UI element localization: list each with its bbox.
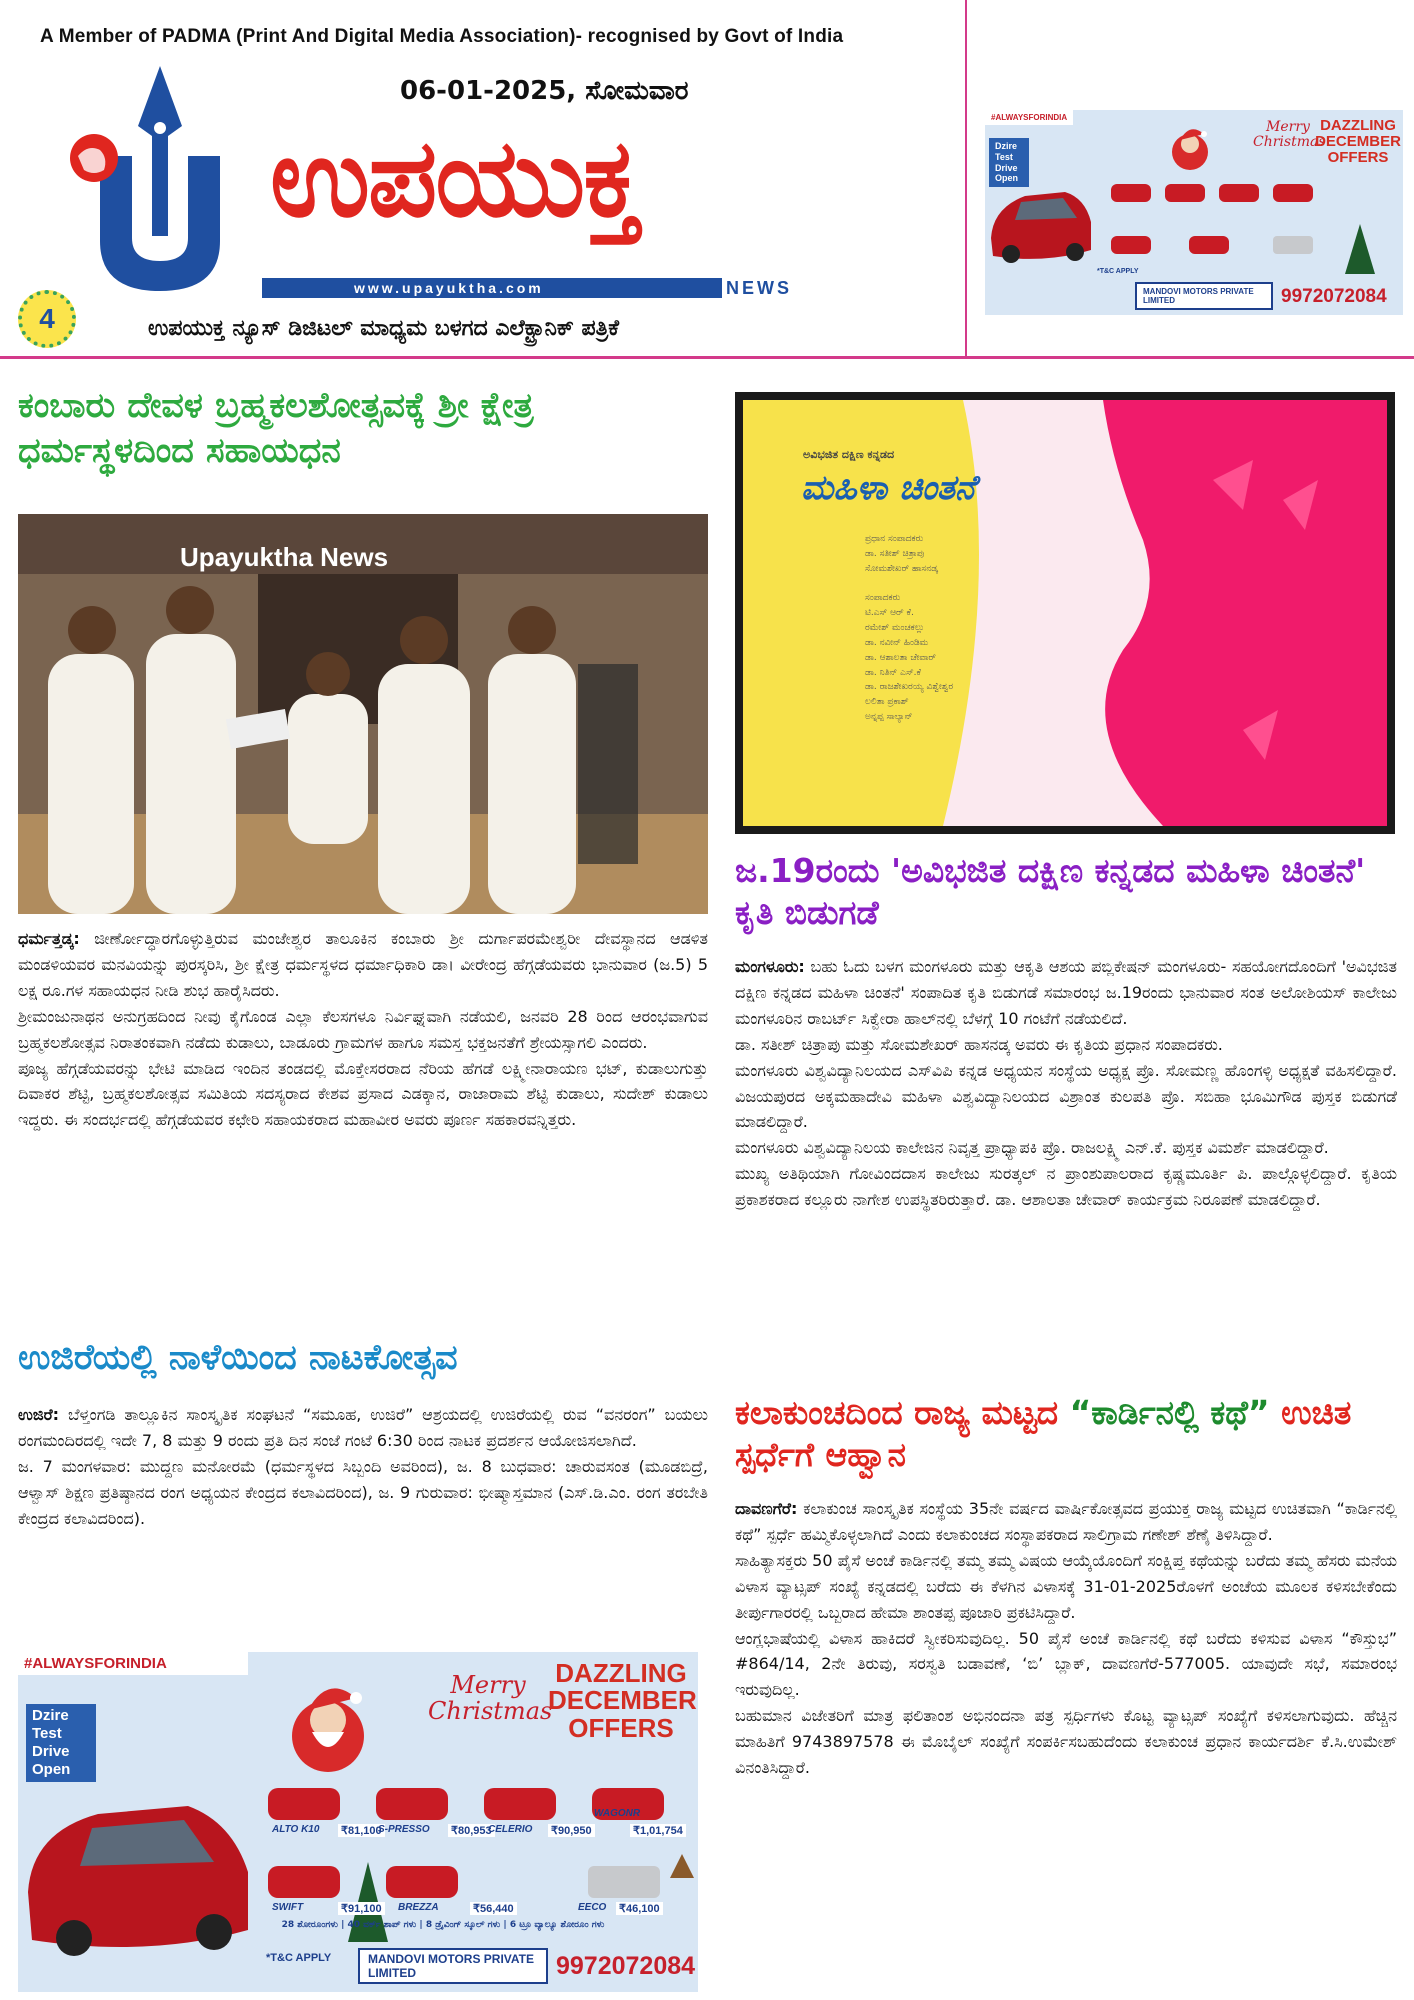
article1-dateline: ಧರ್ಮತ್ತಡ್ಕ: — [18, 929, 80, 948]
ad-model-spresso: S-PRESSO — [378, 1824, 430, 1835]
pen-nib-logo — [70, 66, 250, 296]
article2-body — [18, 1402, 708, 1532]
ad-model-eeco: EECO — [578, 1902, 607, 1913]
ad-offer-lines: 28 ಶೋರೂಂಗಳು | 40 ವರ್ಕ್ ಶಾಪ್ ಗಳು | 8 ಡ್ರೈವಿಂಗ್ ಸ್ಕೂಲ್ ಗಳು | 6 ಟ್ರೂ ವ್ಯಾಲ್ಯೂ ಶೋರೂಂ ಗಳು — [281, 1920, 605, 1930]
sedan-car-icon — [985, 168, 1095, 268]
mandovi-motors-ad-bottom[interactable] — [18, 1652, 698, 1992]
car-lineup-icon — [258, 1782, 698, 1942]
article1-photo — [18, 514, 708, 914]
sedan-car-icon — [18, 1762, 258, 1962]
book-title: ಮಹಿಳಾ ಚಿಂತನೆ — [801, 468, 976, 508]
article2-p1-text: ಬೆಳ್ತಂಗಡಿ ತಾಲ್ಲೂಕಿನ ಸಾಂಸ್ಕೃತಿಕ ಸಂಘಟನೆ “ಸಮೂಹ, ಉಜಿರೆ” ಆಶ್ರಯದಲ್ಲಿ ಉಜಿರೆಯಲ್ಲಿ ರುವ “ವನರಂಗ” ಬಯಲು ರಂಗಮಂದಿರದಲ್ಲಿ ಇದೇ 7, 8 ಮತ್ತು 9 ರಂದು ಪ್ರತಿ ದಿನ ಸಂಜೆ ಗಂಟೆ 6:30 ರಿಂದ ನಾಟಕ ಪ್ರದರ್ಶನ ಆಯೋಜಿಸಲಾಗಿದೆ. — [18, 1405, 708, 1450]
ad-price-alto: ₹81,100 — [338, 1824, 385, 1837]
ad-price-spresso: ₹80,953 — [448, 1824, 495, 1837]
article4-paragraph-3: ಆಂಗ್ಲಭಾಷೆಯಲ್ಲಿ ವಿಳಾಸ ಹಾಕಿದರೆ ಸ್ವೀಕರಿಸುವುದಿಲ್ಲ. 50 ಪೈಸೆ ಅಂಚೆ ಕಾರ್ಡಿನಲ್ಲಿ ಕಥೆ ಬರೆದು ಕಳಿಸುವ ವಿಳಾಸ “ಕೌಸ್ತುಭ” #864/14, 2ನೇ ತಿರುವು, ಸರಸ್ವತಿ ಬಡಾವಣೆ, ‘ಬಿ’ ಬ್ಲಾಕ್, ದಾವಣಗೆರೆ-577005. ಯಾವುದೇ ಸಭೆ, ಸಮಾರಂಭ ಇರುವುದಿಲ್ಲ. — [735, 1628, 1397, 1700]
article4-dateline: ದಾವಣಗೆರೆ: — [735, 1499, 798, 1518]
ad-price-swift: ₹91,100 — [338, 1902, 385, 1915]
article3-paragraph-1 — [735, 954, 1397, 1032]
ad-model-celerio: CELERIO — [488, 1824, 533, 1835]
ad-model-wagonr: WAGONR — [594, 1808, 641, 1819]
ad-tc: *T&C APPLY — [266, 1952, 332, 1964]
header-divider — [965, 0, 967, 358]
ad-dazzling-offers: DAZZLING DECEMBER OFFERS — [1315, 117, 1401, 166]
ad-dealer-name: MANDOVI MOTORS PRIVATE LIMITED — [1135, 282, 1273, 310]
page-number-badge — [18, 290, 76, 348]
article2-dateline: ಉಜಿರೆ: — [18, 1405, 60, 1424]
mandovi-motors-ad-top[interactable] — [985, 110, 1403, 315]
masthead-title: ಉಪಯುಕ್ತ — [270, 116, 640, 241]
article1-headline: ಕಂಬಾರು ದೇವಳ ಬ್ರಹ್ಮಕಲಶೋತ್ಸವಕ್ಕೆ ಶ್ರೀ ಕ್ಷೇತ್ರ ಧರ್ಮಸ್ಥಳದಿಂದ ಸಹಾಯಧನ — [18, 386, 534, 471]
ad-brand-strip: #ALWAYSFORINDIA — [985, 110, 1073, 125]
article1-paragraph-2: ಶ್ರೀಮಂಜುನಾಥನ ಅನುಗ್ರಹದಿಂದ ನೀವು ಕೈಗೊಂಡ ಎಲ್ಲಾ ಕೆಲಸಗಳೂ ನಿರ್ವಿಘ್ನವಾಗಿ ನಡೆಯಲಿ, ಜನವರಿ 28 ರಿಂದ ಆರಂಭವಾಗುವ ಬ್ರಹ್ಮಕಲಶೋತ್ಸವ ನಿರಾತಂಕವಾಗಿ ನಡೆದು ಕುಡಾಲು, ಬಾಡೂರು ಗ್ರಾಮಗಳ ಹಾಗೂ ಸಮಸ್ತ ಭಕ್ತಜನತೆಗೆ ಶ್ರೇಯಸ್ಸಾಗಲಿ ಎಂದರು. — [18, 1006, 708, 1052]
ad-phone-number[interactable]: 9972072084 — [1281, 286, 1387, 307]
masthead-tagline: ಉಪಯುಕ್ತ ನ್ಯೂಸ್ ಡಿಜಿಟಲ್ ಮಾಧ್ಯಮ ಬಳಗದ ಎಲೆಕ್ಟ್ರಾನಿಕ್ ಪತ್ರಿಕೆ — [148, 316, 619, 341]
article4-headline-part2: “ಕಾರ್ಡಿನಲ್ಲಿ ಕಥೆ” — [1069, 1393, 1270, 1432]
book-cover-image — [735, 392, 1395, 834]
article3-body — [735, 954, 1397, 1213]
santa-icon — [268, 1670, 388, 1780]
photo-watermark: Upayuktha News — [180, 542, 389, 572]
santa-icon — [1160, 118, 1220, 178]
ad-test-drive: Dzire Test Drive Open — [989, 138, 1029, 187]
article4-paragraph-4: ಬಹುಮಾನ ವಿಜೇತರಿಗೆ ಮಾತ್ರ ಫಲಿತಾಂಶ ಅಭಿನಂದನಾ ಪತ್ರ ಸ್ಪರ್ಧಿಗಳು ಕೊಟ್ಟ ವ್ಯಾಟ್ಸಪ್ ಸಂಖ್ಯೆಗೆ ಕಳಿಸಲಾಗುವುದು. ಹೆಚ್ಚಿನ ಮಾಹಿತಿಗೆ 9743897578 ಈ ಮೊಬೈಲ್ ಸಂಖ್ಯೆಗೆ ಸಂಪರ್ಕಿಸಬಹುದೆಂದು ಕಲಾಕುಂಚ ಪ್ರಧಾನ ಕಾರ್ಯದರ್ಶಿ ಕೆ.ಸಿ.ಉಮೇಶ್ ವಿನಂತಿಸಿದ್ದಾರೆ. — [735, 1706, 1397, 1778]
book-cover — [743, 400, 1387, 826]
article1-paragraph-3: ಪೂಜ್ಯ ಹೆಗ್ಗಡೆಯವರನ್ನು ಭೇಟಿ ಮಾಡಿದ ಇಂದಿನ ತಂಡದಲ್ಲಿ ಮೊಕ್ತೇಸರರಾದ ನೆರಿಯ ಹೆಗಡೆ ಲಕ್ಷ್ಮೀನಾರಾಯಣ ಭಟ್, ಕುಡಾಲುಗುತ್ತು ದಿವಾಕರ ಶೆಟ್ಟಿ, ಬ್ರಹ್ಮಕಲಶೋತ್ಸವ ಸಮಿತಿಯ ಸದಸ್ಯರಾದ ಕೇಶವ ಪ್ರಸಾದ ಎಡಕ್ಕಾನ, ರಾಜಾರಾಮ ಶೆಟ್ಟಿ ಕುಡಾಲು, ಸುದೇಶ್ ಕುಡಾಲು ಇದ್ದರು. ಈ ಸಂದರ್ಭದಲ್ಲಿ ಹೆಗ್ಗಡೆಯವರ ಕಛೇರಿ ಸಹಾಯಕರಾದ ಮಹಾವೀರ ಅವರು ಪೂರ್ಣ ಸಹಕಾರವನ್ನಿತ್ತರು. — [18, 1058, 708, 1130]
ad-model-brezza: BREZZA — [398, 1902, 439, 1913]
donation-handover-photo — [18, 514, 708, 914]
article3-paragraph-2: ಡಾ. ಸತೀಶ್ ಚಿತ್ರಾಪು ಮತ್ತು ಸೋಮಶೇಖರ್ ಹಾಸನಡ್ಕ ಅವರು ಈ ಕೃತಿಯ ಪ್ರಧಾನ ಸಂಪಾದಕರು. — [735, 1034, 1223, 1054]
article4-paragraph-1 — [735, 1496, 1397, 1548]
article4-paragraph-2: ಸಾಹಿತ್ಯಾಸಕ್ತರು 50 ಪೈಸೆ ಅಂಚೆ ಕಾರ್ಡಿನಲ್ಲಿ ತಮ್ಮ ತಮ್ಮ ವಿಷಯ ಆಯ್ಕೆಯೊಂದಿಗೆ ಸಂಕ್ಷಿಪ್ತ ಕಥೆಯನ್ನು ಬರೆದು ತಮ್ಮ ಹೆಸರು ಮನೆಯ ವಿಳಾಸ ವ್ಯಾಟ್ಸಪ್ ಸಂಖ್ಯೆ ಕನ್ನಡದಲ್ಲಿ ಬರೆದು ಈ ಕೆಳಗಿನ ವಿಳಾಸಕ್ಕೆ 31-01-2025ರೊಳಗೆ ಅಂಚೆಯ ಮೂಲಕ ಕಳಿಸಬೇಕೆಂದು ತೀರ್ಪುಗಾರರಲ್ಲಿ ಒಬ್ಬರಾದ ಹೇಮಾ ಶಾಂತಪ್ಪ ಪೂಜಾರಿ ಪ್ರಕಟಿಸಿದ್ದಾರೆ. — [735, 1550, 1397, 1622]
article4-headline — [735, 1392, 1400, 1476]
article4-p1-text: ಕಲಾಕುಂಚ ಸಾಂಸ್ಕೃತಿಕ ಸಂಸ್ಥೆಯ 35ನೇ ವರ್ಷದ ವಾರ್ಷಿಕೋತ್ಸವದ ಪ್ರಯುಕ್ತ ರಾಜ್ಯ ಮಟ್ಟದ ಉಚಿತವಾಗಿ “ಕಾರ್ಡಿನಲ್ಲಿ ಕಥೆ” ಸ್ಪರ್ಧೆ ಹಮ್ಮಿಕೊಳ್ಳಲಾಗಿದೆ ಎಂದು ಕಲಾಕುಂಚದ ಸಂಸ್ಥಾಪಕರಾದ ಸಾಲಿಗ್ರಾಮ ಗಣೇಶ್ ಶೆಣೈ ತಿಳಿಸಿದ್ದಾರೆ. — [735, 1499, 1398, 1544]
ad-price-celerio: ₹90,950 — [548, 1824, 595, 1837]
article2-paragraph-2: ಜ. 7 ಮಂಗಳವಾರ: ಮುದ್ದಣ ಮನೋರಮೆ (ಧರ್ಮಸ್ಥಳದ ಸಿಬ್ಬಂದಿ ಅವರಿಂದ), ಜ. 8 ಬುಧವಾರ: ಚಾರುವಸಂತ (ಮೂಡಬಿದ್ರೆ, ಆಳ್ವಾಸ್ ಶಿಕ್ಷಣ ಪ್ರತಿಷ್ಠಾನದ ರಂಗ ಅಧ್ಯಯನ ಕೇಂದ್ರದ ಕಲಾವಿದರಿಂದ), ಜ. 9 ಗುರುವಾರ: ಭೀಷ್ಮಾಸ್ತಮಾನ (ಎಸ್.ಡಿ.ಎಂ. ರಂಗ ತರಬೇತಿ ಕೇಂದ್ರದ ಕಲಾವಿದರಿಂದ). — [18, 1456, 708, 1528]
ad-tc: *T&C APPLY — [1097, 268, 1139, 275]
article1-p1-text: ಜೀರ್ಣೋದ್ಧಾರಗೊಳ್ಳುತ್ತಿರುವ ಮಂಜೇಶ್ವರ ತಾಲೂಕಿನ ಕಂಬಾರು ಶ್ರೀ ದುರ್ಗಾಪರಮೇಶ್ವರೀ ದೇವಸ್ಥಾನದ ಆಡಳಿತ ಮಂಡಳಿಯವರ ಮನವಿಯನ್ನು ಪುರಸ್ಕರಿಸಿ, ಶ್ರೀ ಕ್ಷೇತ್ರ ಧರ್ಮಸ್ಥಳದ ಧರ್ಮಾಧಿಕಾರಿ ಡಾ। ವೀರೇಂದ್ರ ಹೆಗ್ಗಡೆಯವರು ಭಾನುವಾರ (ಜ.5) 5 ಲಕ್ಷ ರೂ.ಗಳ ಸಹಾಯಧನ ನೀಡಿ ಶುಭ ಹಾರೈಸಿದರು. — [18, 929, 708, 1000]
article4-body — [735, 1496, 1397, 1781]
ad-dealer-name: MANDOVI MOTORS PRIVATE LIMITED — [358, 1948, 548, 1984]
article4-headline-part1: ಕಲಾಕುಂಚದಿಂದ ರಾಜ್ಯ ಮಟ್ಟದ — [735, 1393, 1070, 1432]
page-number: 4 — [39, 303, 55, 334]
book-credits: ಪ್ರಧಾನ ಸಂಪಾದಕರು ಡಾ. ಸತೀಶ್ ಚಿತ್ರಾಪು ಸೋಮಶೇಖರ್ ಹಾಸನಡ್ಕ ಸಂಪಾದಕರು ಟಿ.ಎಸ್ ಆರ್ ಕೆ. ರಮೇಶ್ ಮಂಚಕಲ್ಲು ಡಾ. ನವೀನ್ ಹಿಂಡಿಮ ಡಾ. ಆಶಾಲತಾ ಚೇವಾರ್ ಡಾ. ನಿತಿನ್ ಎಸ್.ಕೆ ಡಾ. ರಾಜಶೇಖರಯ್ಯ ವಿಶ್ವೇಶ್ವರ ಲಲಿತಾ ಪ್ರಕಾಶ್ ಅನ್ನಪ್ಪ ಸಾಲ್ಯಾನ್ — [865, 534, 954, 723]
ad-brand-strip: #ALWAYSFORINDIA — [18, 1652, 248, 1675]
article3-paragraph-4: ಮಂಗಳೂರು ವಿಶ್ವವಿದ್ಯಾನಿಲಯ ಕಾಲೇಜಿನ ನಿವೃತ್ತ ಪ್ರಾಧ್ಯಾಪಕಿ ಪ್ರೊ. ರಾಜಲಕ್ಷ್ಮಿ ಎನ್.ಕೆ. ಪುಸ್ತಕ ವಿಮರ್ಶೆ ಮಾಡಲಿದ್ದಾರೆ. — [735, 1138, 1329, 1158]
article2-paragraph-1 — [18, 1402, 708, 1454]
article3-headline: ಜ.19ರಂದು 'ಅವಿಭಜಿತ ದಕ್ಷಿಣ ಕನ್ನಡದ ಮಹಿಳಾ ಚಿಂತನೆ' ಕೃತಿ ಬಿಡುಗಡೆ — [735, 851, 1366, 933]
ad-car-grid — [258, 1782, 698, 1942]
article1-paragraph-1 — [18, 926, 708, 1004]
issue-date: 06-01-2025, ಸೋಮವಾರ — [400, 76, 689, 106]
ad-dazzling-offers: DAZZLING DECEMBER OFFERS — [548, 1658, 697, 1743]
article3-paragraph-5: ಮುಖ್ಯ ಅತಿಥಿಯಾಗಿ ಗೋವಿಂದದಾಸ ಕಾಲೇಜು ಸುರತ್ಕಲ್ ನ ಪ್ರಾಂಶುಪಾಲರಾದ ಕೃಷ್ಣಮೂರ್ತಿ ಪಿ. ಪಾಲ್ಗೊಳ್ಳಲಿದ್ದಾರೆ. ಕೃತಿಯ ಪ್ರಕಾಶಕರಾದ ಕಲ್ಲೂರು ನಾಗೇಶ ಉಪಸ್ಥಿತರಿರುತ್ತಾರೆ. ಡಾ. ಆಶಾಲತಾ ಚೇವಾರ್ ಕಾರ್ಯಕ್ರಮ ನಿರೂಪಣೆ ಮಾಡಲಿದ್ದಾರೆ. — [735, 1164, 1397, 1210]
ad-phone-number[interactable]: 9972072084 — [556, 1952, 696, 1980]
book-overline: ಅವಿಭಜಿತ ದಕ್ಷಿಣ ಕನ್ನಡದ — [803, 448, 895, 461]
ad-merry-christmas: Merry Christmas — [428, 1671, 553, 1726]
website-url[interactable]: www.upayuktha.com — [262, 278, 722, 298]
ad-merry-christmas: Merry Christmas — [1253, 119, 1326, 151]
ad-model-alto: ALTO K10 — [272, 1824, 320, 1835]
article3-p1-text: ಬಹು ಓದು ಬಳಗ ಮಂಗಳೂರು ಮತ್ತು ಆಕೃತಿ ಆಶಯ ಪಬ್ಲಿಕೇಷನ್ ಮಂಗಳೂರು- ಸಹಯೋಗದೊಂದಿಗೆ 'ಅವಿಭಜಿತ ದಕ್ಷಿಣ ಕನ್ನಡದ ಮಹಿಳಾ ಚಿಂತನೆ' ಸಂಪಾದಿತ ಕೃತಿ ಬಿಡುಗಡೆ ಸಮಾರಂಭ ಜ.19ರಂದು ಭಾನುವಾರ ಸಂತ ಅಲೋಶಿಯಸ್ ಕಾಲೇಜು ಮಂಗಳೂರಿನ ರಾಬರ್ಟ್ ಸಿಕ್ವೇರಾ ಹಾಲ್‌ನಲ್ಲಿ ಬೆಳಗ್ಗೆ 10 ಗಂಟೆಗೆ ನಡೆಯಲಿದೆ. — [735, 957, 1398, 1028]
header-rule — [0, 356, 1414, 359]
ad-price-eeco: ₹46,100 — [616, 1902, 663, 1915]
article3-paragraph-3: ಮಂಗಳೂರು ವಿಶ್ವವಿದ್ಯಾನಿಲಯದ ಎಸ್‌ವಿಪಿ ಕನ್ನಡ ಅಧ್ಯಯನ ಸಂಸ್ಥೆಯ ಅಧ್ಯಕ್ಷ ಪ್ರೊ. ಸೋಮಣ್ಣ ಹೊಂಗಳ್ಳಿ ಅಧ್ಯಕ್ಷತೆ ವಹಿಸಲಿದ್ದಾರೆ. ವಿಜಯಪುರದ ಅಕ್ಕಮಹಾದೇವಿ ಮಹಿಳಾ ವಿಶ್ವವಿದ್ಯಾನಿಲಯದ ವಿಶ್ರಾಂತ ಕುಲಪತಿ ಪ್ರೊ. ಸಬಿಹಾ ಭೂಮಿಗೌಡ ಪುಸ್ತಕ ಬಿಡುಗಡೆ ಮಾಡಲಿದ್ದಾರೆ. — [735, 1060, 1397, 1132]
article2-headline: ಉಜಿರೆಯಲ್ಲಿ ನಾಳೆಯಿಂದ ನಾಟಕೋತ್ಸವ — [18, 1338, 458, 1378]
article3-dateline: ಮಂಗಳೂರು: — [735, 957, 805, 976]
ad-price-brezza: ₹56,440 — [470, 1902, 517, 1915]
car-lineup-icon — [1105, 174, 1403, 284]
ad-car-grid — [1105, 174, 1403, 284]
ad-model-swift: SWIFT — [272, 1902, 304, 1913]
ad-price-wagonr: ₹1,01,754 — [630, 1824, 686, 1837]
article1-body — [18, 926, 708, 1133]
news-label: NEWS — [726, 278, 792, 298]
ad-test-drive: Dzire Test Drive Open — [26, 1704, 96, 1782]
book-cover-art — [743, 400, 1387, 826]
article4-headline-part3: ಉಚಿತ ಸ್ಪರ್ಧೆಗೆ ಆಹ್ವಾನ — [735, 1393, 1352, 1475]
membership-line: A Member of PADMA (Print And Digital Media Association)- recognised by Govt of India — [40, 26, 844, 47]
